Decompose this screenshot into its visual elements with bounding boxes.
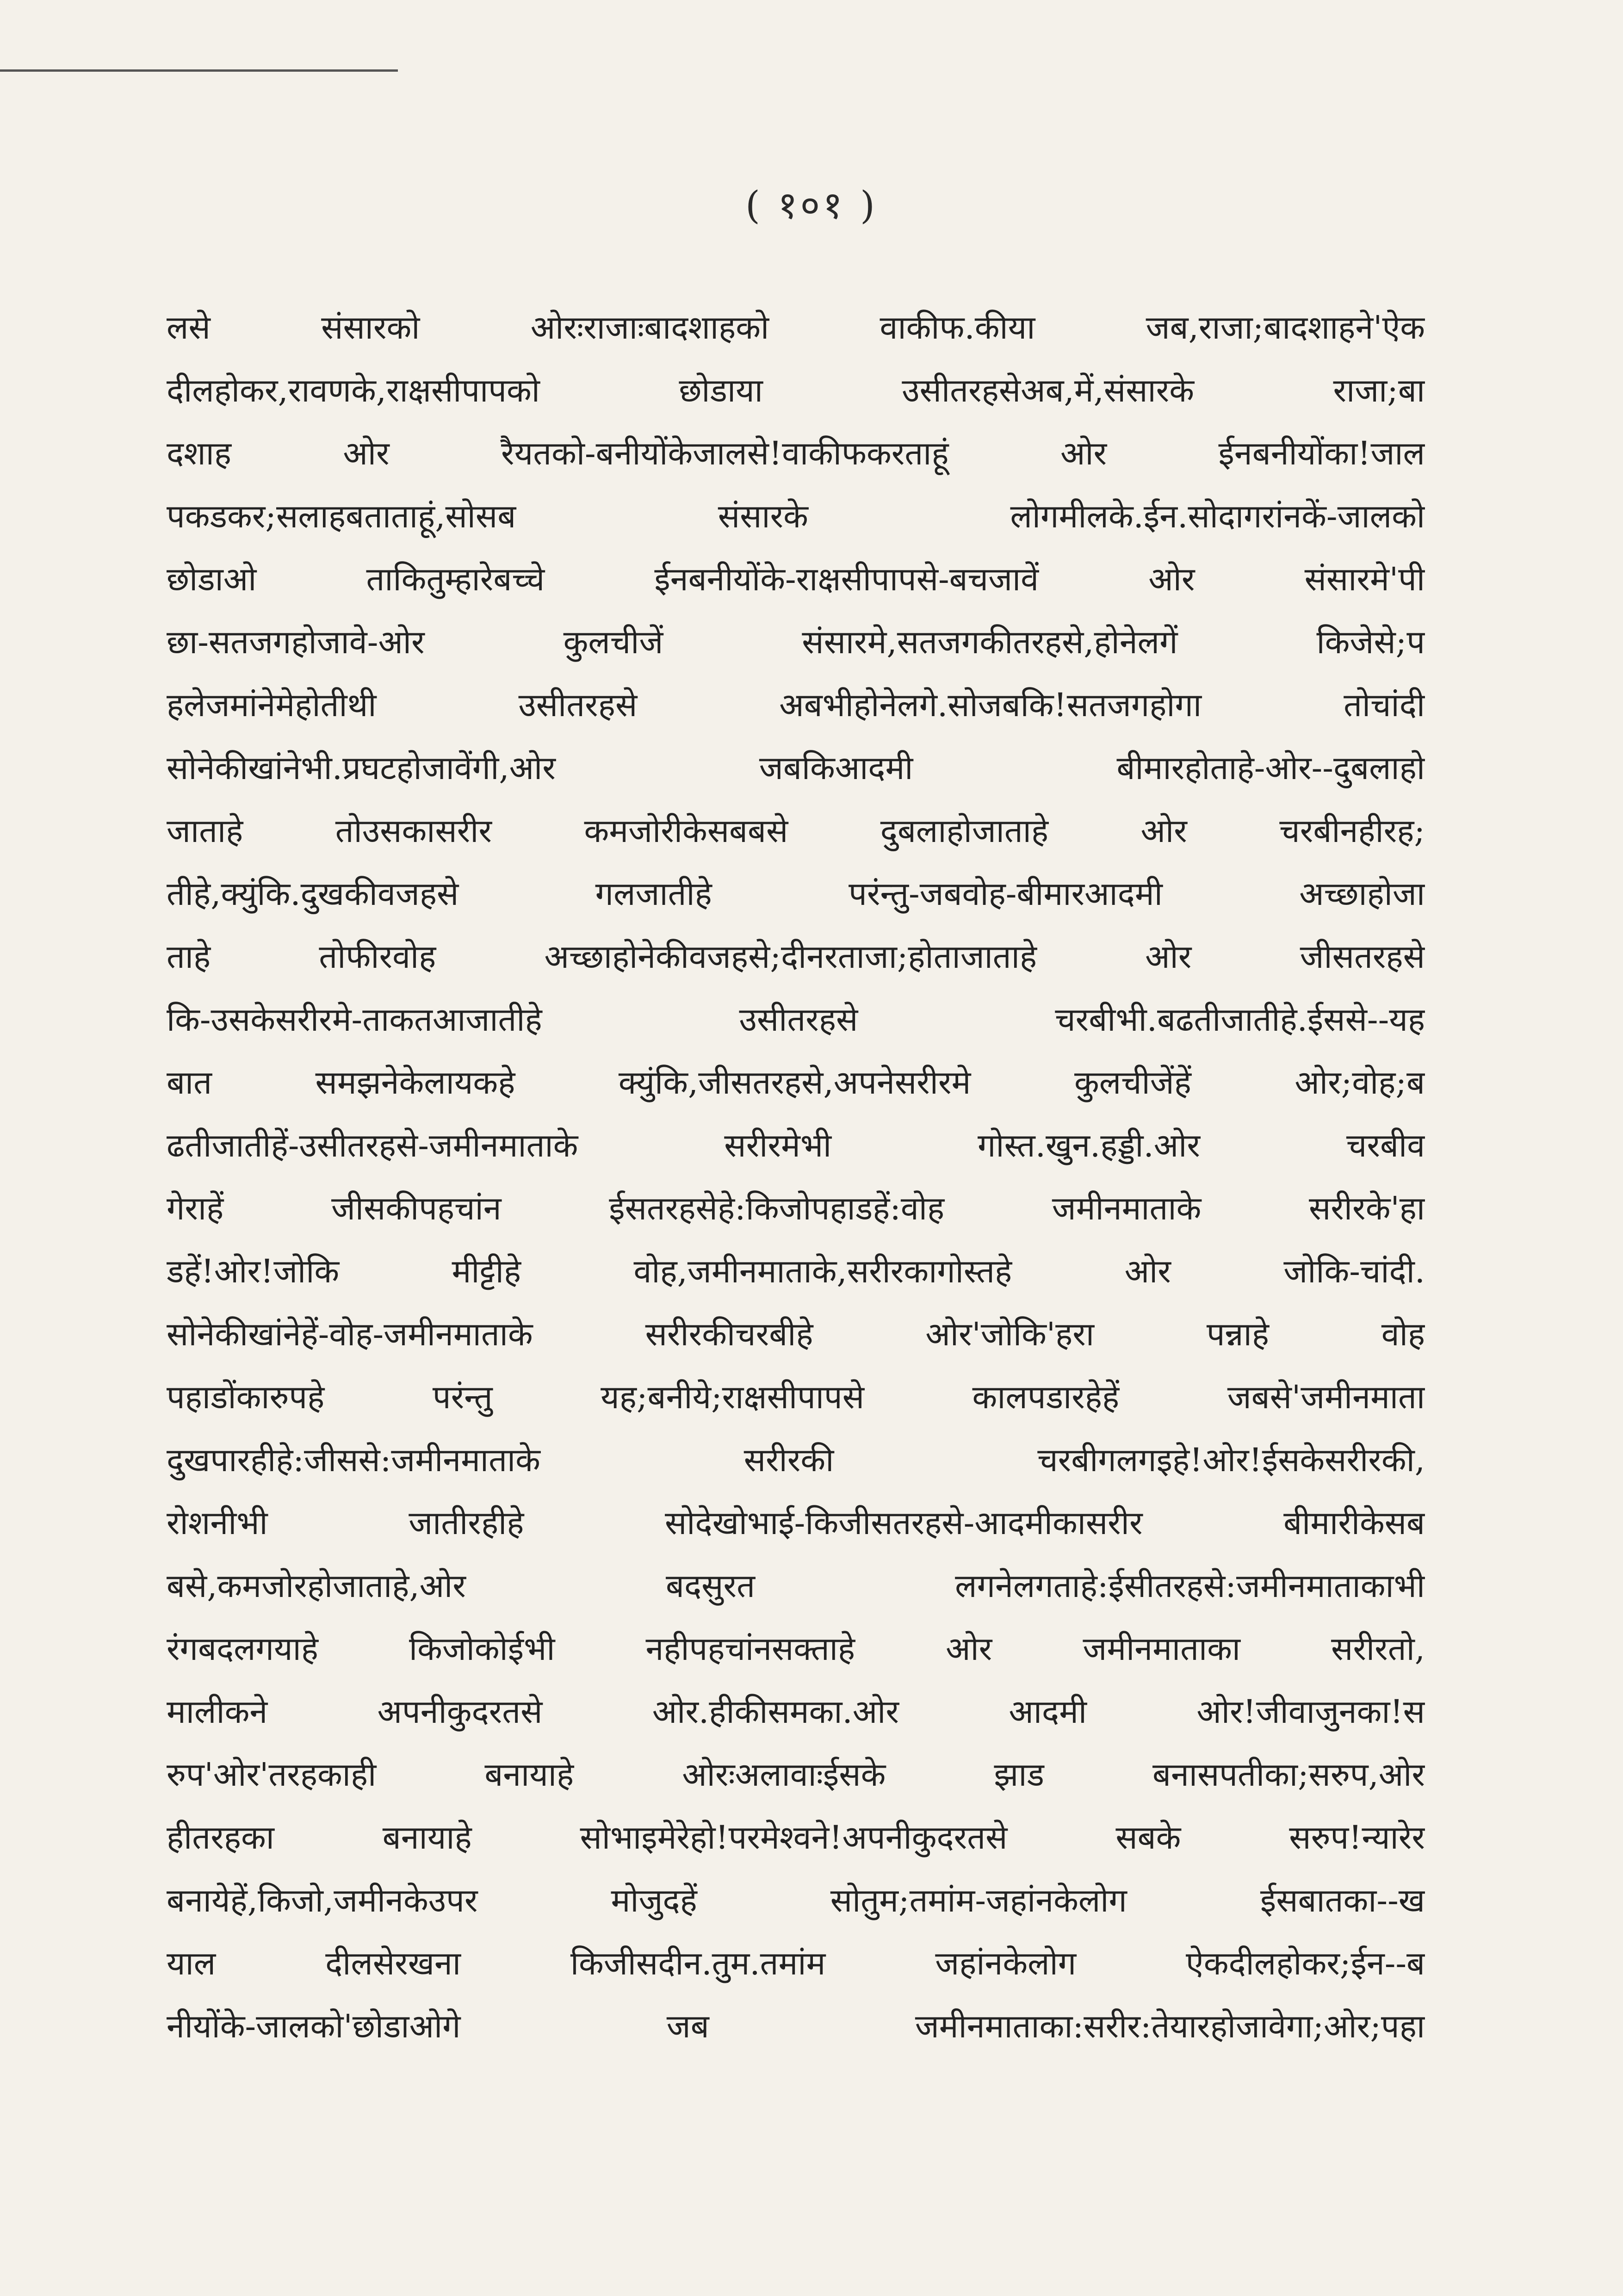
text-line: रोशनीभी जातीरहीहे सोदेखोभाई-किजीसतरहसे-आदमीकासरीर बीमारीकेसब <box>167 1504 1425 1542</box>
text-line: हलेजमांनेमेहोतीथी उसीतरहसे अबभीहोनेलगे.सोजबकि!सतजगहोगा तोचांदी <box>167 686 1425 724</box>
text-line: बसे,कमजोरहोजाताहे,ओर बदसुरत लगनेलगताहे:ईसीतरहसे:जमीनमाताकाभी <box>167 1567 1425 1605</box>
text-line: पकडकर;सलाहबताताहूं,सोसब संसारके लोगमीलके.ईन.सोदागरांनकें-जालको <box>167 497 1425 535</box>
text-line: पहाडोंकारुपहे परंन्तु यह;बनीये;राक्षसीपापसे कालपडारहेहें जबसे'जमीनमाता <box>167 1378 1425 1416</box>
text-line: मालीकने अपनीकुदरतसे ओर.हीकीसमका.ओर आदमी ओर!जीवाजुनका!स <box>167 1693 1425 1731</box>
text-line: सोनेकीखांनेभी.प्रघटहोजावेंगी,ओर जबकिआदमी बीमारहोताहे-ओर--दुबलाहो <box>167 749 1425 787</box>
page-number: ( १०१ ) <box>745 184 878 228</box>
text-line: सोनेकीखांनेहें-वोह-जमीनमाताके सरीरकीचरबीहे ओर'जोकि'हरा पन्नाहे वोह <box>167 1315 1425 1353</box>
text-line: याल दीलसेरखना किजीसदीन.तुम.तमांम जहांनकेलोग ऐकदीलहोकर;ईन--ब <box>167 1944 1425 1982</box>
text-line: बनायेहें,किजो,जमीनकेउपर मोजुदहें सोतुम;तमांम-जहांनकेलोग ईसबातका--ख <box>167 1881 1425 1919</box>
scan-edge-line <box>0 69 398 72</box>
text-line: कि-उसकेसरीरमे-ताकतआजातीहे उसीतरहसे चरबीभी.बढतीजातीहे.ईससे--यह <box>167 1001 1425 1039</box>
text-line: रंगबदलगयाहे किजोकोईभी नहीपहचांनसक्ताहे ओर जमीनमाताका सरीरतो, <box>167 1630 1425 1668</box>
text-line: रुप'ओर'तरहकाही बनायाहे ओरःअलावाःईसके झाड बनासपतीका;सरुप,ओर <box>167 1756 1425 1794</box>
text-line: दुखपारहीहे:जीससे:जमीनमाताके सरीरकी चरबीगलगइहे!ओर!ईसकेसरीरकी, <box>167 1441 1425 1479</box>
text-line: बात समझनेकेलायकहे क्युंकि,जीसतरहसे,अपनेसरीरमे कुलचीजेंहें ओर;वोह;ब <box>167 1064 1425 1102</box>
text-line: छा-सतजगहोजावे-ओर कुलचीजें संसारमे,सतजगकीतरहसे,होनेलगें किजेसे;प <box>167 623 1425 661</box>
text-line: ढतीजातीहें-उसीतरहसे-जमीनमाताके सरीरमेभी गोस्त.खुन.हड्डी.ओर चरबीव <box>167 1126 1425 1164</box>
text-line: डहें!ओर!जोकि मीट्टीहे वोह,जमीनमाताके,सरीरकागोस्तहे ओर जोकि-चांदी. <box>167 1252 1425 1290</box>
text-line: छोडाओ ताकितुम्हारेबच्चे ईनबनीयोंके-राक्षसीपापसे-बचजावें ओर संसारमे'पी <box>167 560 1425 598</box>
text-line: दीलहोकर,रावणके,राक्षसीपापको छोडाया उसीतरहसेअब,में,संसारके राजा;बा <box>167 371 1425 409</box>
text-line: जाताहे तोउसकासरीर कमजोरीकेसबबसे दुबलाहोजाताहे ओर चरबीनहीरह; <box>167 812 1425 850</box>
text-line: हीतरहका बनायाहे सोभाइमेरेहो!परमेश्वने!अपनीकुदरतसे सबके सरुप!न्यारेर <box>167 1819 1425 1857</box>
text-line: तीहे,क्युंकि.दुखकीवजहसे गलजातीहे परंन्तु-जबवोह-बीमारआदमी अच्छाहोजा <box>167 875 1425 913</box>
text-line: ताहे तोफीरवोह अच्छाहोनेकीवजहसे;दीनरताजा;होताजाताहे ओर जीसतरहसे <box>167 938 1425 976</box>
text-line: लसे संसारको ओरःराजाःबादशाहको वाकीफ.कीया जब,राजा;बादशाहने'ऐक <box>167 309 1425 347</box>
text-line: दशाह ओर रैयतको-बनीयोंकेजालसे!वाकीफकरताहूं ओर ईनबनीयोंका!जाल <box>167 434 1425 472</box>
text-line: नीयोंके-जालको'छोडाओगे जब जमीनमाताका:सरीर:तेयारहोजावेगा;ओर;पहा <box>167 2007 1425 2045</box>
body-text <box>167 296 1425 2058</box>
text-line: गेराहें जीसकीपहचांन ईसतरहसेहे:किजोपहाडहें:वोह जमीनमाताके सरीरके'हा <box>167 1189 1425 1227</box>
